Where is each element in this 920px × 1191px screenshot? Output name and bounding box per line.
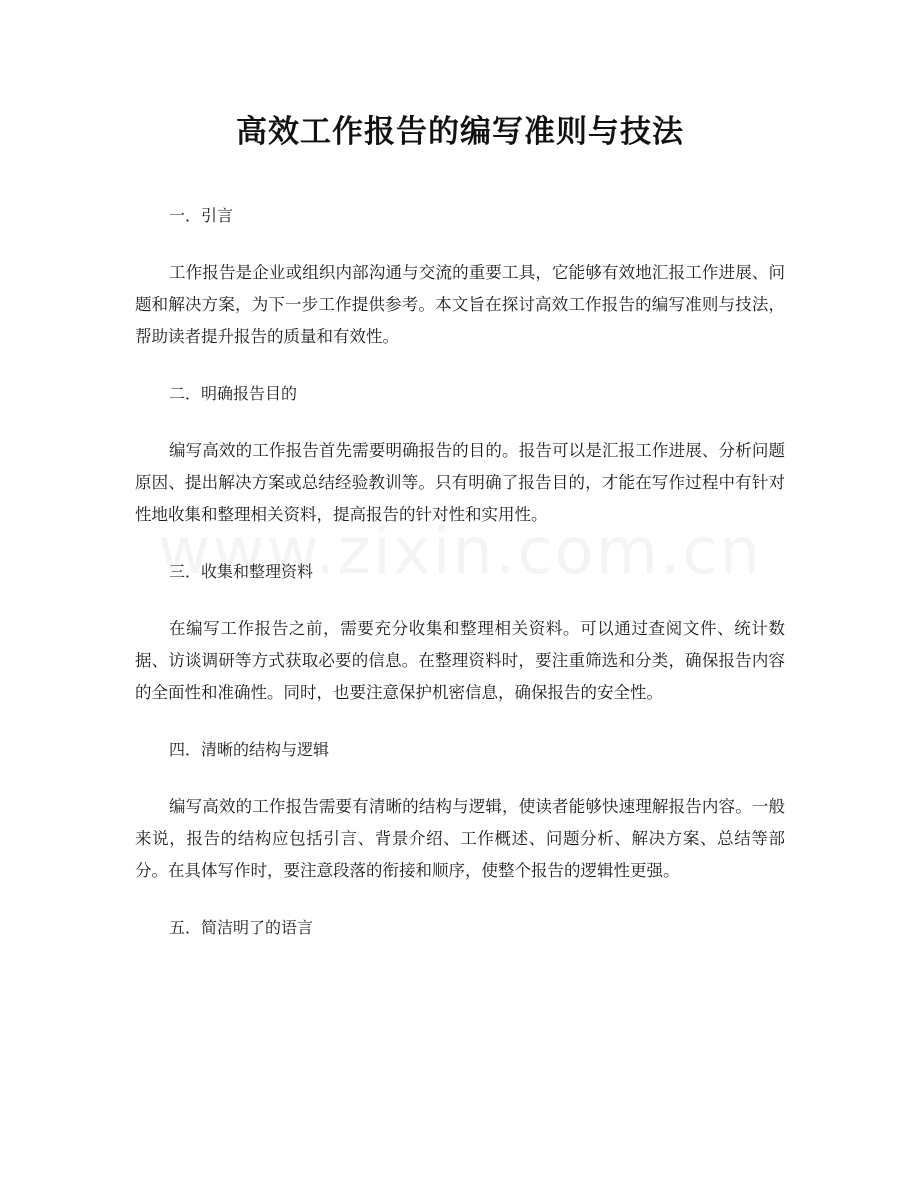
section-collect-materials: [135, 556, 785, 709]
section-paragraph: 编写高效的工作报告需要有清晰的结构与逻辑，使读者能够快速理解报告内容。一般来说，报告的结构应包括引言、背景介绍、工作概述、问题分析、解决方案、总结等部分。在具体写作时，要注意段落的衔接和顺序，使整个报告的逻辑性更强。: [135, 797, 785, 880]
section-heading: 三．收集和整理资料: [169, 562, 314, 581]
section-heading: 五．简洁明了的语言: [169, 918, 314, 937]
section-paragraph: 编写高效的工作报告首先需要明确报告的目的。报告可以是汇报工作进展、分析问题原因、提出解决方案或总结经验教训等。只有明确了报告目的，才能在写作过程中有针对性地收集和整理相关资料，提高报告的针对性和实用性。: [135, 441, 785, 524]
section-concise-language: [135, 912, 785, 944]
document-title: 高效工作报告的编写准则与技法: [236, 114, 684, 150]
section-introduction: [135, 200, 785, 353]
section-structure-logic: [135, 734, 785, 887]
section-heading: 二．明确报告目的: [169, 384, 298, 403]
section-paragraph: 在编写工作报告之前，需要充分收集和整理相关资料。可以通过查阅文件、统计数据、访谈调研等方式获取必要的信息。在整理资料时，要注重筛选和分类，确保报告内容的全面性和准确性。同时，也要注意保护机密信息，确保报告的安全性。: [135, 619, 785, 702]
section-heading: 一．引言: [169, 206, 234, 225]
section-heading: 四．清晰的结构与逻辑: [169, 740, 330, 759]
section-paragraph: 工作报告是企业或组织内部沟通与交流的重要工具，它能够有效地汇报工作进展、问题和解决方案，为下一步工作提供参考。本文旨在探讨高效工作报告的编写准则与技法，帮助读者提升报告的质量和有效性。: [135, 263, 785, 346]
section-report-purpose: [135, 378, 785, 531]
